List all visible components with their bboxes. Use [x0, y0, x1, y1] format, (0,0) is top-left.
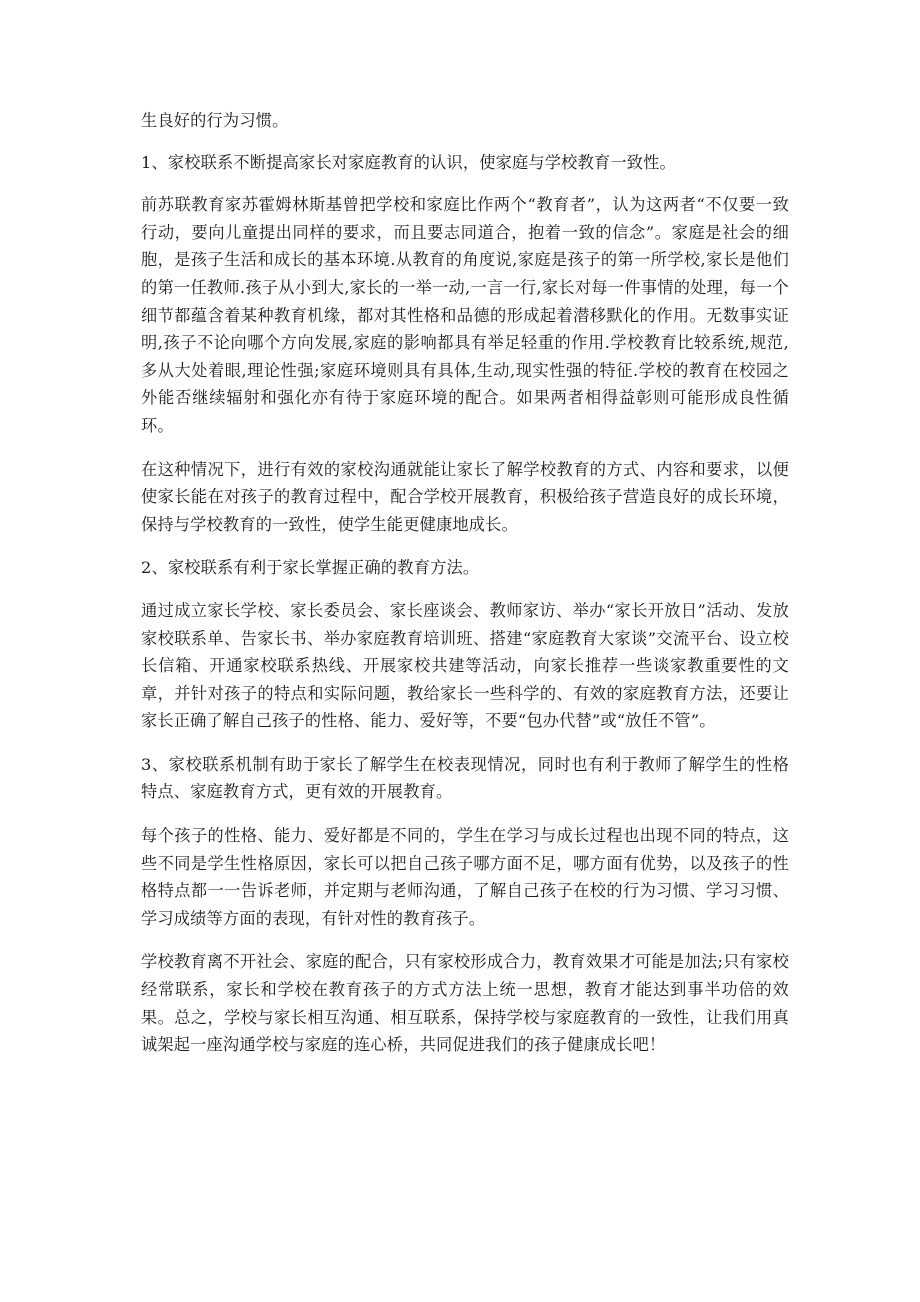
section-heading-3: 3、家校联系机制有助于家长了解学生在校表现情况，同时也有利于教师了解学生的性格特点、家庭教育方式，更有效的开展教育。 — [141, 754, 789, 802]
paragraph-body: 前苏联教育家苏霍姆林斯基曾把学校和家庭比作两个“教育者”，认为这两者“不仅要一致行动，要向儿童提出同样的要求，而且要志同道合，抱着一致的信念”。家庭是社会的细胞，是孩子生活和成长的基本环境.从教育的角度说,家庭是孩子的第一所学校,家长是他们的第一任教师.孩子从小到大,家长的一举一动,一言一行,家长对每一件事情的处理，每一个细节都蕴含着某种教育机缘，都对其性格和品德的形成起着潜移默化的作用。无数事实证明,孩子不论向哪个方向发展,家庭的影响都具有举足轻重的作用.学校教育比较系统,规范,多从大处着眼,理论性强;家庭环境则具有具体,生动,现实性强的特征.学校的教育在校园之外能否继续辐射和强化亦有待于家庭环境的配合。如果两者相得益彰则可能形成良性循环。 — [141, 195, 789, 435]
paragraph-continuation: 生良好的行为习惯。 — [141, 111, 289, 130]
paragraph-body: 每个孩子的性格、能力、爱好都是不同的，学生在学习与成长过程也出现不同的特点，这些不同是学生性格原因，家长可以把自己孩子哪方面不足，哪方面有优势，以及孩子的性格特点都一一告诉老师，并定期与老师沟通，了解自己孩子在校的行为习惯、学习习惯、学习成绩等方面的表现，有针对性的教育孩子。 — [141, 826, 789, 928]
document-page — [141, 107, 789, 1075]
paragraph-body: 学校教育离不开社会、家庭的配合，只有家校形成合力，教育效果才可能是加法;只有家校经常联系，家长和学校在教育孩子的方式方法上统一思想，教育才能达到事半功倍的效果。总之，学校与家长相互沟通、相互联系，保持学校与家庭教育的一致性，让我们用真诚架起一座沟通学校与家庭的连心桥，共同促进我们的孩子健康成长吧！ — [141, 952, 789, 1055]
section-heading-2: 2、家校联系有利于家长掌握正确的教育方法。 — [141, 558, 480, 578]
section-heading-1: 1、家校联系不断提高家长对家庭教育的认识，使家庭与学校教育一致性。 — [141, 152, 676, 172]
paragraph-body: 通过成立家长学校、家长委员会、家长座谈会、教师家访、举办“家长开放日”活动、发放家校联系单、告家长书、举办家庭教育培训班、搭建“家庭教育大家谈”交流平台、设立校长信箱、开通家校联系热线、开展家校共建等活动，向家长推荐一些谈家教重要性的文章，并针对孩子的特点和实际问题，教给家长一些科学的、有效的家庭教育方法，还要让家长正确了解自己孩子的性格、能力、爱好等，不要“包办代替”或“放任不管”。 — [141, 600, 789, 731]
paragraph-body: 在这种情况下，进行有效的家校沟通就能让家长了解学校教育的方式、内容和要求，以便使家长能在对孩子的教育过程中，配合学校开展教育，积极给孩子营造良好的成长环境，保持与学校教育的一致性，使学生能更健康地成长。 — [141, 459, 789, 534]
